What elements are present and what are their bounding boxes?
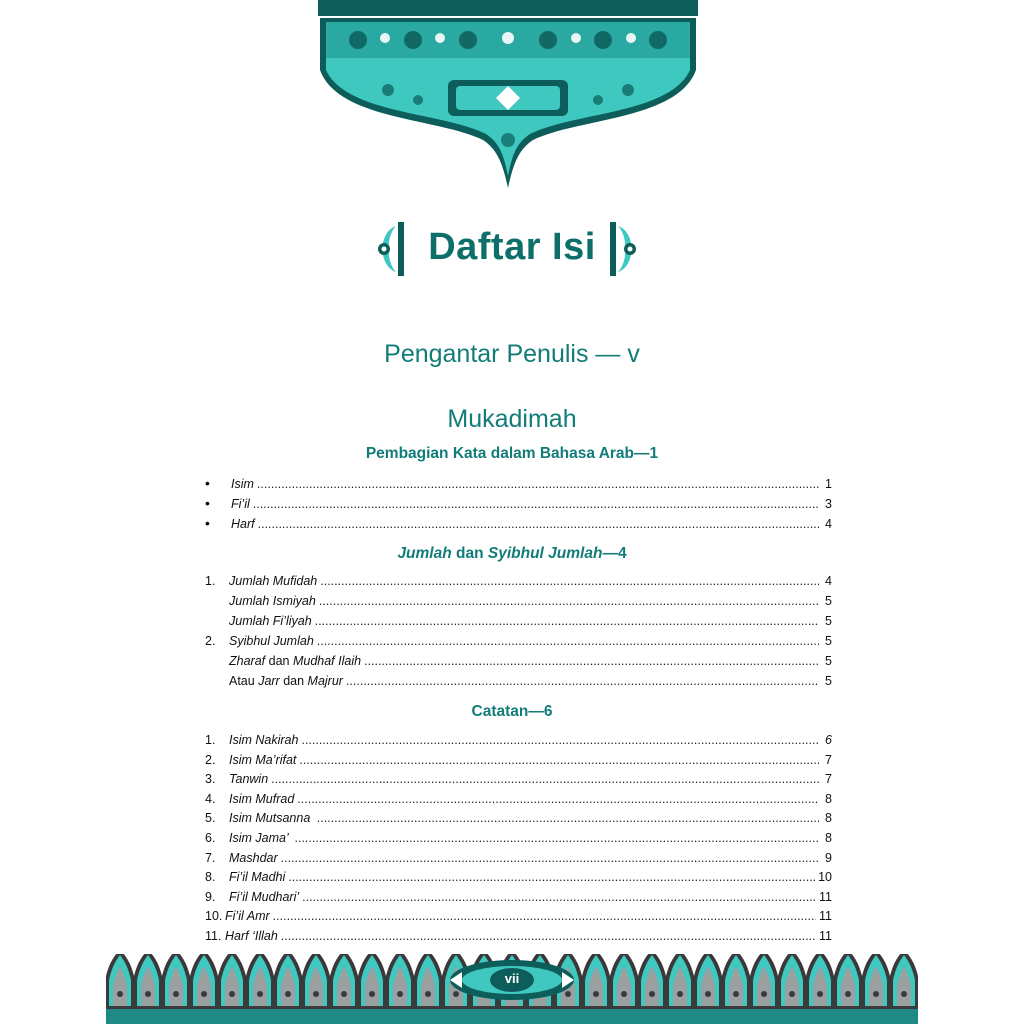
toc-label: Isim — [231, 477, 254, 491]
toc-number: 7. — [205, 851, 216, 865]
heading-mukadimah: Mukadimah — [447, 405, 577, 433]
bullet: • — [205, 515, 210, 531]
page-title: Daftar Isi — [428, 226, 596, 268]
toc-label: Harf — [231, 517, 255, 531]
dot-leader — [281, 929, 816, 943]
heading-jumlah: Jumlah dan Syibhul Jumlah—4 — [397, 545, 627, 562]
toc-page: 11 — [819, 909, 832, 923]
toc-page: 8 — [825, 811, 832, 825]
toc-number: 10. — [205, 909, 223, 923]
dot-leader — [315, 614, 819, 628]
toc-row[interactable] — [205, 870, 832, 890]
toc-row[interactable] — [205, 594, 832, 614]
toc-row[interactable] — [205, 475, 832, 495]
dot-leader — [273, 909, 816, 923]
toc-number: 11. — [205, 929, 222, 943]
heading-pembagian-kata: Pembagian Kata dalam Bahasa Arab—1 — [365, 445, 659, 462]
toc-row[interactable] — [205, 792, 832, 812]
dot-leader — [281, 851, 819, 865]
toc-page: 5 — [825, 614, 832, 628]
toc-label: Isim Nakirah — [229, 733, 299, 747]
toc-page: 3 — [825, 497, 832, 511]
toc-page: 11 — [819, 890, 832, 904]
toc-page: 5 — [825, 594, 832, 608]
toc-number: 6. — [205, 831, 216, 845]
toc-label: Atau Jarr dan Majrur — [229, 674, 343, 688]
toc-number: 8. — [205, 870, 216, 884]
toc-number: 3. — [205, 772, 216, 786]
toc-page: 4 — [825, 517, 832, 531]
toc-label: Jumlah Mufidah — [229, 574, 318, 588]
toc-row[interactable] — [205, 772, 832, 792]
dot-leader — [288, 870, 815, 884]
toc-row[interactable] — [205, 515, 832, 535]
title-right-ornament — [608, 222, 642, 276]
toc-row[interactable] — [205, 753, 832, 773]
toc-row[interactable] — [205, 495, 832, 515]
dot-leader — [317, 634, 819, 648]
toc-label: Mashdar — [229, 851, 278, 865]
toc-row[interactable] — [205, 634, 832, 654]
toc-label: Isim Mufrad — [229, 792, 295, 806]
toc-page: 1 — [825, 477, 832, 491]
toc-page: 9 — [825, 851, 832, 865]
toc-page: 8 — [825, 792, 832, 806]
dot-leader — [320, 574, 819, 588]
page-number: vii — [504, 971, 520, 986]
toc-row[interactable] — [205, 733, 832, 753]
toc-page: 8 — [825, 831, 832, 845]
toc-label: Syibhul Jumlah — [229, 634, 314, 648]
toc-page: 5 — [825, 674, 832, 688]
toc-page: 7 — [825, 753, 832, 767]
toc-page: 4 — [825, 574, 832, 588]
bullet: • — [205, 495, 210, 511]
toc-label: Tanwin — [229, 772, 269, 786]
toc-label: Fi’il Amr — [225, 909, 270, 923]
toc-number: 4. — [205, 792, 216, 806]
top-arabesque-ornament — [318, 0, 698, 190]
toc-number: 2. — [205, 634, 216, 648]
toc-row[interactable] — [205, 851, 832, 871]
toc-label: Fi’il — [231, 497, 250, 511]
toc-number: 5. — [205, 811, 216, 825]
toc-label: Jumlah Ismiyah — [229, 594, 316, 608]
toc-row[interactable] — [205, 831, 832, 851]
toc-row[interactable] — [205, 654, 832, 674]
toc-label: Isim Mutsanna — [229, 811, 314, 825]
dot-leader — [302, 890, 816, 904]
dot-leader — [258, 517, 819, 531]
toc-page: 5 — [825, 654, 832, 668]
toc-label: Fi’il Mudhari’ — [229, 890, 300, 904]
bottom-arabesque-border — [106, 950, 918, 1024]
toc-label: Jumlah Fi’liyah — [229, 614, 312, 628]
toc-label: Isim Jama’ — [229, 831, 292, 845]
toc-label: Harf ‘Illah — [225, 929, 278, 943]
toc-number: 9. — [205, 890, 216, 904]
dot-leader — [253, 497, 819, 511]
toc-row[interactable] — [205, 929, 832, 949]
toc-page: 10 — [818, 870, 832, 884]
toc-page: 5 — [825, 634, 832, 648]
toc-number: 1. — [205, 733, 216, 747]
toc-page: 7 — [825, 772, 832, 786]
dot-leader — [364, 654, 819, 668]
toc-row[interactable] — [205, 614, 832, 634]
toc-number: 2. — [205, 753, 216, 767]
toc-row[interactable] — [205, 909, 832, 929]
toc-label: Isim Ma’rifat — [229, 753, 297, 767]
dot-leader — [271, 772, 819, 786]
dot-leader — [297, 792, 819, 806]
heading-catatan: Catatan—6 — [471, 703, 553, 720]
bullet: • — [205, 475, 210, 491]
dot-leader — [299, 753, 819, 767]
dot-leader — [319, 594, 819, 608]
toc-row[interactable] — [205, 674, 832, 694]
dot-leader — [301, 733, 819, 747]
toc-page: 6 — [825, 733, 832, 747]
toc-number: 1. — [205, 574, 216, 588]
toc-page: 11 — [819, 929, 832, 943]
toc-row[interactable] — [205, 574, 832, 594]
toc-row[interactable] — [205, 890, 832, 910]
dot-leader — [317, 811, 819, 825]
heading-pengantar-penulis: Pengantar Penulis — v — [384, 340, 640, 368]
dot-leader — [295, 831, 819, 845]
toc-label: Fi’il Madhi — [229, 870, 286, 884]
toc-label: Zharaf dan Mudhaf Ilaih — [229, 654, 362, 668]
toc-row[interactable] — [205, 811, 832, 831]
dot-leader — [257, 477, 819, 491]
dot-leader — [346, 674, 819, 688]
